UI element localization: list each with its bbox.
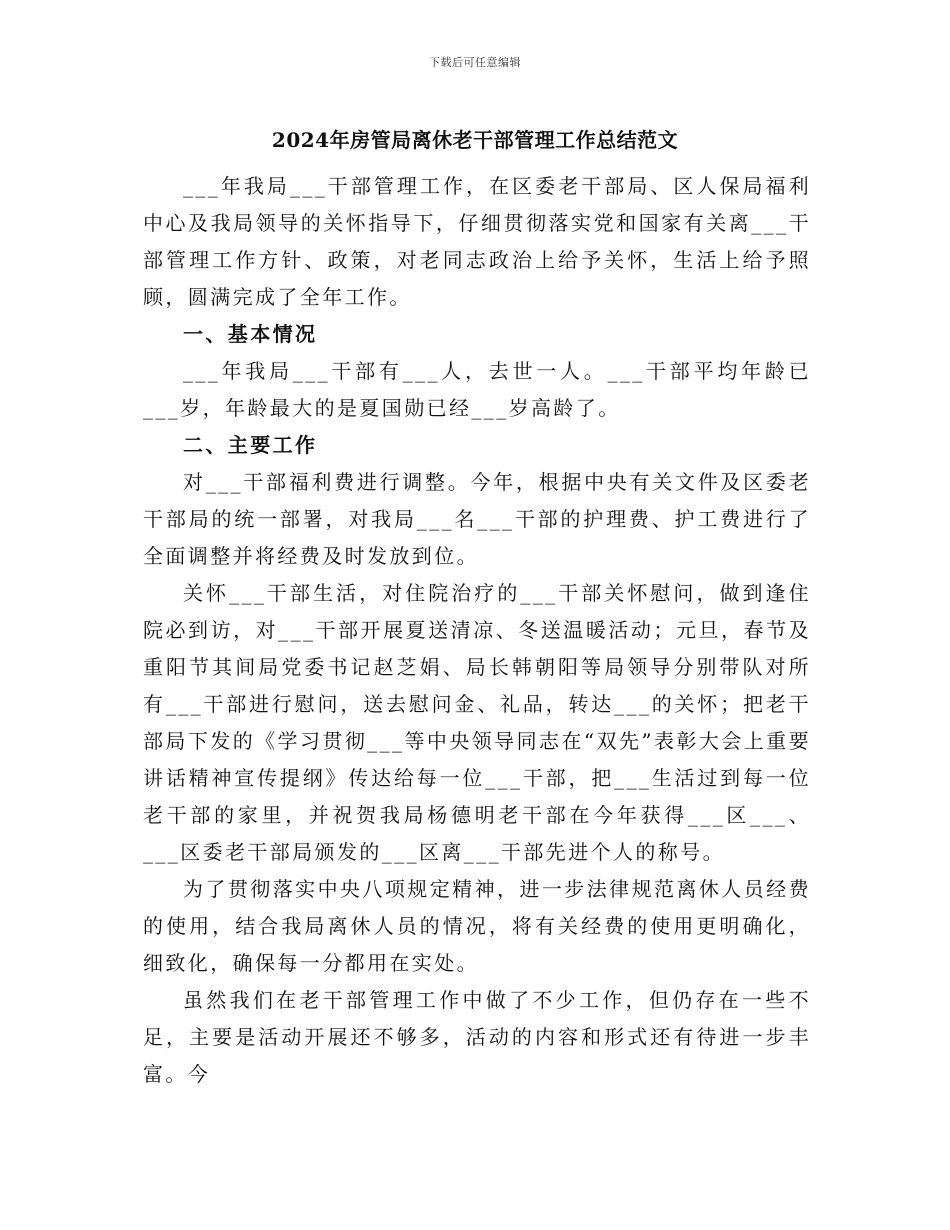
section-heading: 一、基本情况 — [183, 322, 318, 346]
paragraph: ___年我局___干部有___人，去世一人。___干部平均年龄已___岁，年龄最大的是夏国勋已经___岁高龄了。 — [143, 359, 811, 420]
document-body — [143, 168, 811, 1093]
paragraph: 为了贯彻落实中央八项规定精神，进一步法律规范离休人员经费的使用，结合我局离休人员的情况，将有关经费的使用更明确化，细致化，确保每一分都用在实处。 — [143, 877, 811, 975]
section-heading: 二、主要工作 — [183, 433, 318, 457]
document-title: 2024年房管局离休老干部管理工作总结范文 — [271, 128, 679, 152]
paragraph: 关怀___干部生活，对住院治疗的___干部关怀慰问，做到逢住院必到访，对___干部开展夏送清凉、冬送温暖活动；元旦，春节及重阳节其间局党委书记赵芝娟、局长韩朝阳等局领导分别带队对所有___干部进行慰问，送去慰问金、礼品，转达___的关怀；把老干部局下发的《学习贯彻___等中央领导同志在“双先”表彰大会上重要讲话精神宣传提纲》传达给每一位___干部，把___生活过到每一位老干部的家里，并祝贺我局杨德明老干部在今年获得___区___、___区委老干部局颁发的___区离___干部先进个人的称号。 — [143, 581, 811, 864]
paragraph: 对___干部福利费进行调整。今年，根据中央有关文件及区委老干部局的统一部署，对我局___名___干部的护理费、护工费进行了全面调整并将经费及时发放到位。 — [143, 470, 811, 568]
paragraph: ___年我局___干部管理工作，在区委老干部局、区人保局福利中心及我局领导的关怀指导下，仔细贯彻落实党和国家有关离___干部管理工作方针、政策，对老同志政治上给予关怀，生活上给予照顾，圆满完成了全年工作。 — [143, 174, 811, 309]
header-note: 下载后可任意编辑 — [429, 56, 521, 69]
paragraph: 虽然我们在老干部管理工作中做了不少工作，但仍存在一些不足，主要是活动开展还不够多，活动的内容和形式还有待进一步丰富。今 — [143, 988, 811, 1086]
